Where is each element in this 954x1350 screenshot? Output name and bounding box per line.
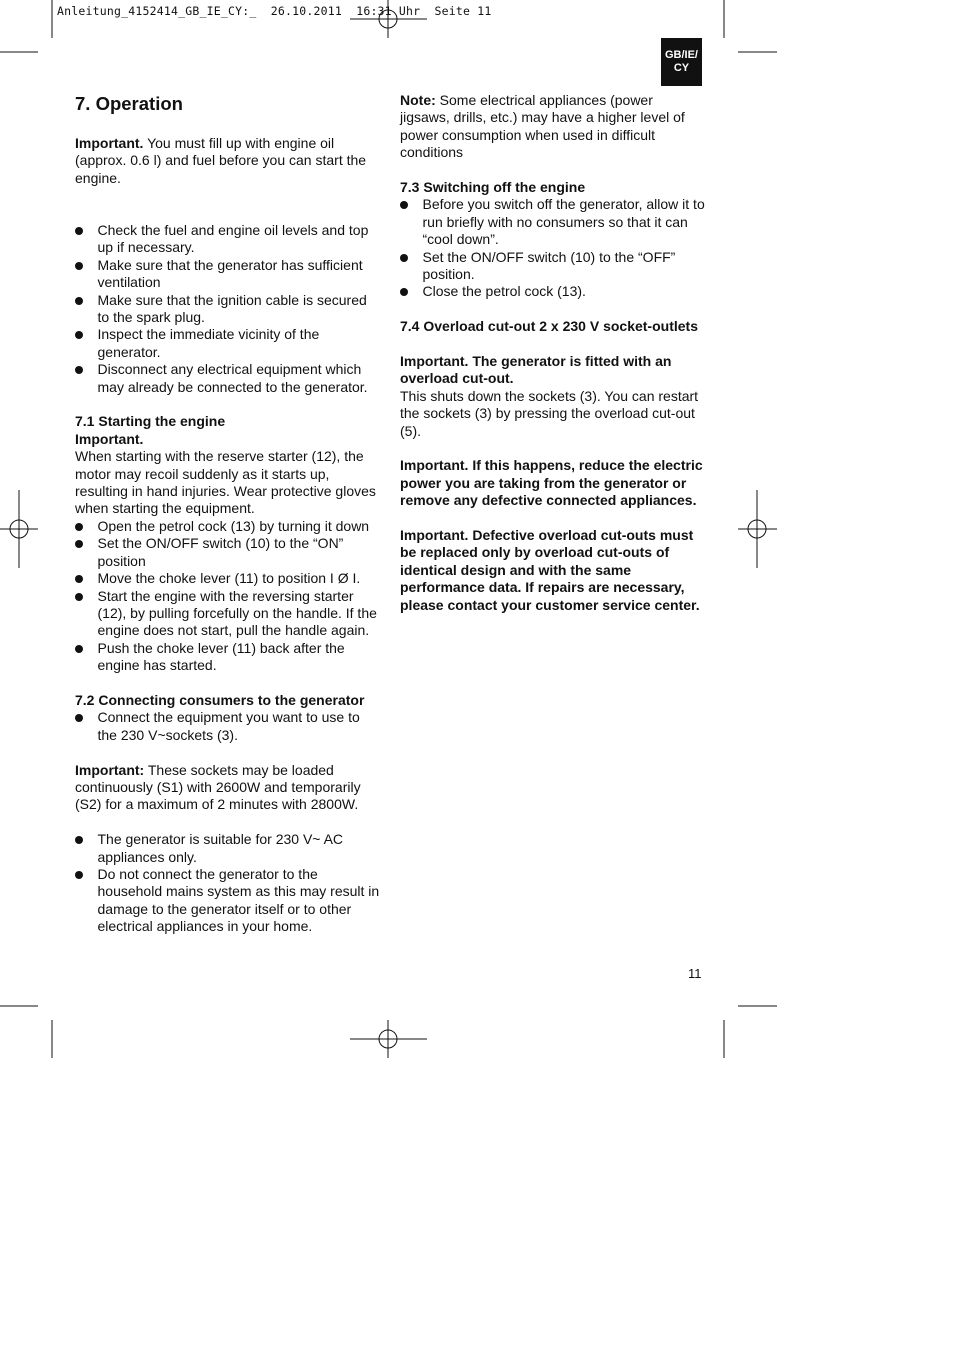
language-badge-line1: GB/IE/ — [664, 49, 698, 61]
list-item: Connect the equipment you want to use to the 230 V~sockets (3). — [75, 709, 380, 744]
bullet-icon — [75, 297, 83, 305]
list-item: Inspect the immediate vicinity of the generator. — [75, 326, 380, 361]
bullet-icon — [75, 836, 83, 844]
list-item: Make sure that the ignition cable is secured to the spark plug. — [75, 292, 380, 327]
section-title: 7. Operation — [75, 93, 183, 114]
list-item: Do not connect the generator to the household mains system as this may result in damage to the generator itself or to other electrical appliances in your home. — [75, 866, 380, 936]
bullet-icon — [75, 262, 83, 270]
list-item: Set the ON/OFF switch (10) to the “OFF” position. — [400, 249, 705, 284]
list-item: Make sure that the generator has sufficient ventilation — [75, 257, 380, 292]
bullet-icon — [75, 575, 83, 583]
language-badge-line2: CY — [673, 62, 690, 74]
switching-off-list — [400, 196, 705, 300]
heading-starting-engine: 7.1 Starting the engine — [75, 413, 226, 430]
bullet-icon — [400, 201, 408, 209]
overload-important-2: Important. If this happens, reduce the electric power you are taking from the generator or remove any defective connected appliances. — [400, 457, 703, 509]
bullet-icon — [400, 254, 408, 262]
overload-text: This shuts down the sockets (3). You can restart the sockets (3) by pressing the overload cut-out (5). — [400, 387, 699, 439]
right-column — [400, 92, 705, 614]
overload-important-1: Important. The generator is fitted with an overload cut-out. — [400, 353, 672, 387]
bullet-icon — [75, 645, 83, 653]
bullet-icon — [75, 540, 83, 548]
starting-steps-list — [75, 518, 380, 675]
left-column — [75, 92, 380, 936]
list-item: Disconnect any electrical equipment which may already be connected to the generator. — [75, 361, 380, 396]
list-item: Start the engine with the reversing starter (12), by pulling forcefully on the handle. If the engine does not start, pull the handle again. — [75, 588, 380, 640]
intro-text: You must fill up with engine oil (approx. 0.6 l) and fuel before you can start the engine. — [75, 135, 367, 186]
bullet-icon — [75, 593, 83, 601]
print-header: Anleitung_4152414_GB_IE_CY:_ 26.10.2011 16:31 Uhr Seite 11 — [57, 4, 492, 18]
heading-overload-cutout: 7.4 Overload cut-out 2 x 230 V socket-outlets — [400, 318, 698, 335]
bullet-icon — [75, 227, 83, 235]
bullet-icon — [75, 871, 83, 879]
bullet-icon — [400, 288, 408, 296]
list-item: Close the petrol cock (13). — [400, 283, 705, 300]
list-item: Push the choke lever (11) back after the engine has started. — [75, 640, 380, 675]
list-item: Move the choke lever (11) to position I Ø I. — [75, 570, 380, 587]
bullet-icon — [75, 714, 83, 722]
list-item: The generator is suitable for 230 V~ AC appliances only. — [75, 831, 380, 866]
bullet-icon — [75, 331, 83, 339]
starting-important-label: Important. — [75, 430, 144, 447]
page-number: 11 — [688, 966, 702, 981]
note-paragraph: Note: Some electrical appliances (power jigsaws, drills, etc.) may have a higher level of power consumption when used in difficult conditions — [400, 92, 685, 161]
language-badge — [661, 38, 702, 86]
bullet-icon — [75, 523, 83, 531]
list-item: Check the fuel and engine oil levels and top up if necessary. — [75, 222, 380, 257]
intro-paragraph — [75, 135, 380, 187]
preparation-list — [75, 222, 380, 396]
load-important-paragraph: Important: These sockets may be loaded continuously (S1) with 2600W and temporarily (S2) for a maximum of 2 minutes with 2800W. — [75, 761, 361, 813]
intro-important: Important. — [75, 135, 144, 151]
connecting-list — [75, 709, 380, 744]
list-item: Before you switch off the generator, allow it to run briefly with no consumers so that it can “cool down”. — [400, 196, 705, 248]
overload-important-3: Important. Defective overload cut-outs must be replaced only by overload cut-outs of identical design and with the same performance data. If repairs are necessary, please contact your customer service center. — [400, 527, 700, 613]
mains-warning-list — [75, 831, 380, 935]
heading-connecting-consumers: 7.2 Connecting consumers to the generator — [75, 691, 365, 708]
list-item: Set the ON/OFF switch (10) to the “ON” position — [75, 535, 380, 570]
starting-warning-text: When starting with the reserve starter (12), the motor may recoil suddenly as it starts up, resulting in hand injuries. Wear protective gloves when starting the equipment. — [75, 448, 376, 517]
list-item: Open the petrol cock (13) by turning it down — [75, 518, 380, 535]
bullet-icon — [75, 366, 83, 374]
heading-switching-off: 7.3 Switching off the engine — [400, 179, 586, 196]
